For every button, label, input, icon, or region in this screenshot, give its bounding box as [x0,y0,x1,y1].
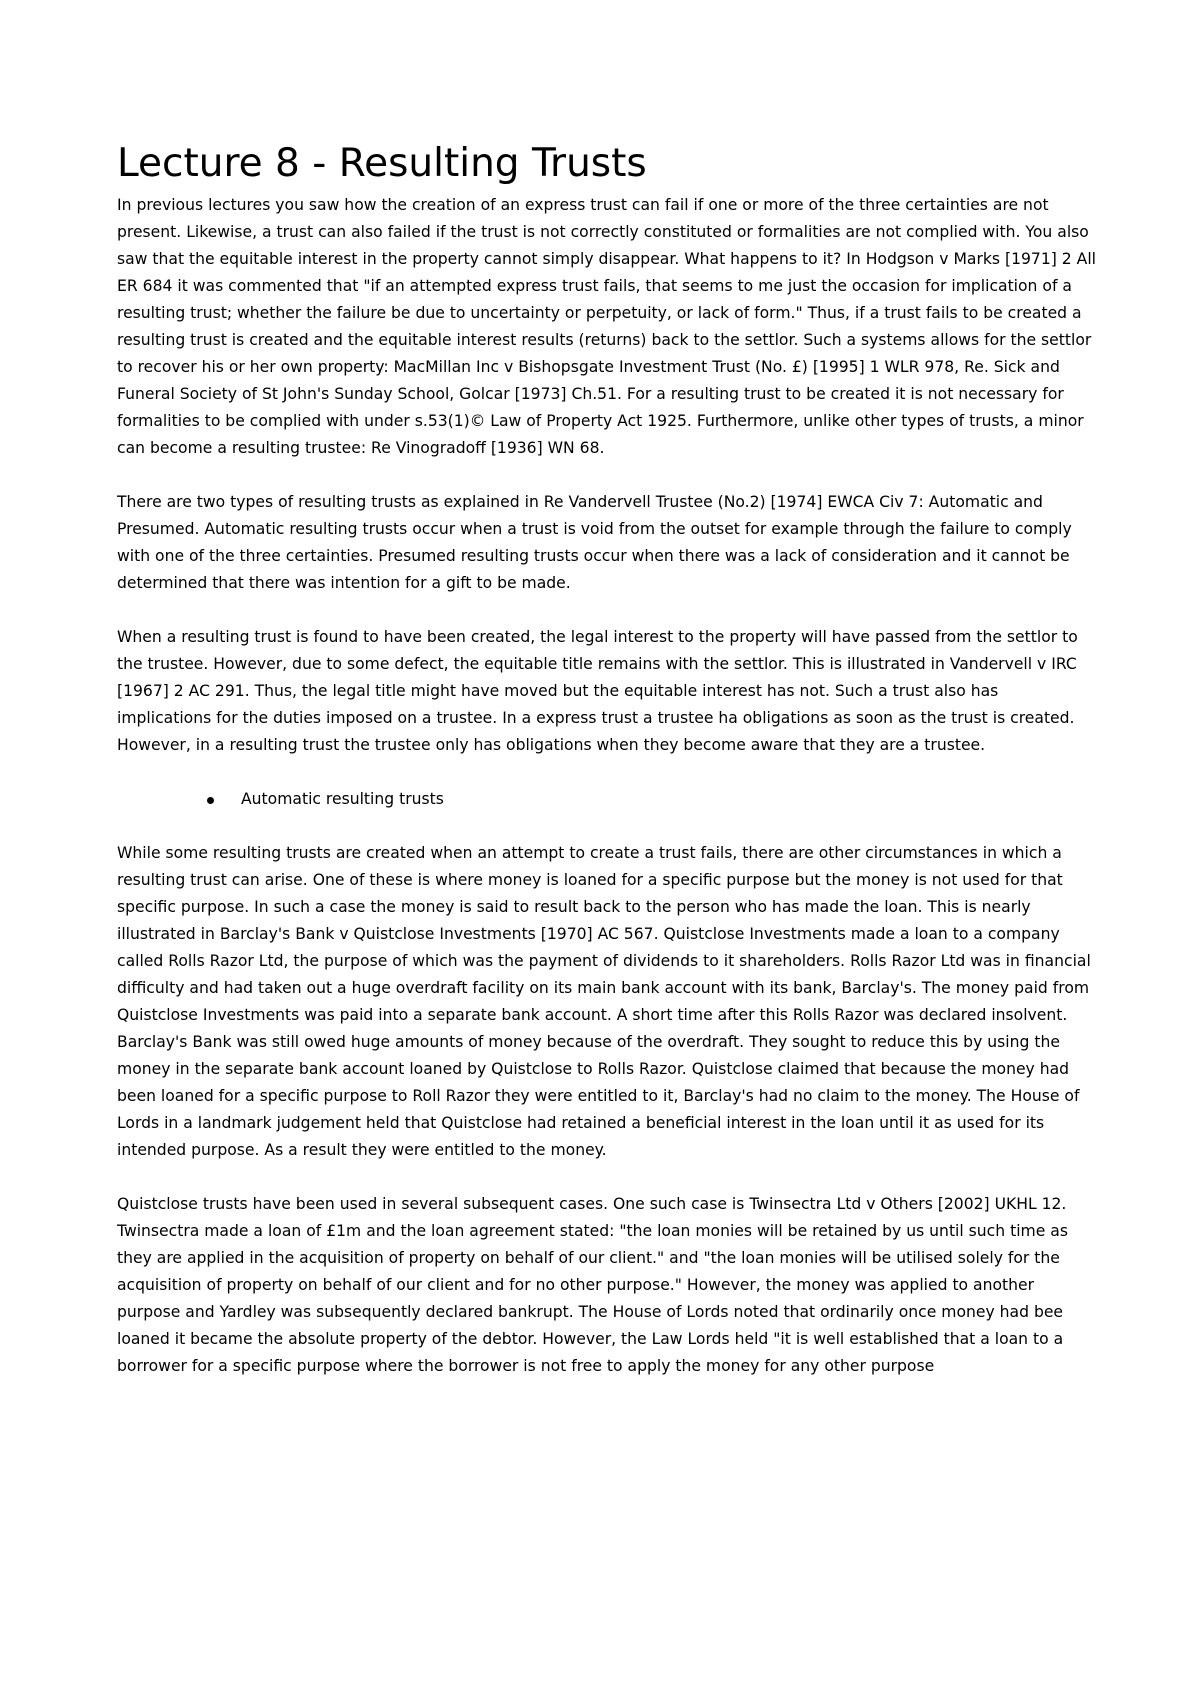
document-body [117,192,1097,1407]
page-title: Lecture 8 - Resulting Trusts [117,141,647,186]
paragraph-legal-interest: When a resulting trust is found to have been created, the legal interest to the property will have passed from the settlor to the trustee. However, due to some defect, the equitable title remains with the settlor. This is illustrated in Vandervell v IRC [1967] 2 AC 291. Thus, the legal title might have moved but the equitable interest has not. Such a trust also has implications for the duties imposed on a trustee. In a express trust a trustee ha obligations as soon as the trust is created. However, in a resulting trust the trustee only has obligations when they become aware that they are a trustee. [117,628,1078,754]
paragraph-types: There are two types of resulting trusts as explained in Re Vandervell Trustee (No.2) [1974] EWCA Civ 7: Automatic and Presumed. Automatic resulting trusts occur when a trust is void from the outset for example through the failure to comply with one of the three certainties. Presumed resulting trusts occur when there was a lack of consideration and it cannot be determined that there was intention for a gift to be made. [117,493,1072,592]
paragraph-quistclose: While some resulting trusts are created when an attempt to create a trust fails, there are other circumstances in which a resulting trust can arise. One of these is where money is loaned for a specific purpose but the money is not used for that specific purpose. In such a case the money is said to result back to the person who has made the loan. This is nearly illustrated in Barclay's Bank v Quistclose Investments [1970] AC 567. Quistclose Investments made a loan to a company called Rolls Razor Ltd, the purpose of which was the payment of dividends to it shareholders. Rolls Razor Ltd was in financial difficulty and had taken out a huge overdraft facility on its main bank account with its bank, Barclay's. The money paid from Quistclose Investments was paid into a separate bank account. A short time after this Rolls Razor was declared insolvent. Barclay's Bank was still owed huge amounts of money because of the overdraft. They sought to reduce this by using the money in the separate bank account loaned by Quistclose to Rolls Razor. Quistclose claimed that because the money had been loaned for a specific purpose to Roll Razor they were entitled to it, Barclay's had no claim to the money. The House of Lords in a landmark judgement held that Quistclose had retained a beneficial interest in the loan until it as used for its intended purpose. As a result they were entitled to the money. [117,844,1091,1159]
bullet-text: Automatic resulting trusts [241,790,444,808]
paragraph-intro: In previous lectures you saw how the creation of an express trust can fail if one or more of the three certainties are not present. Likewise, a trust can also failed if the trust is not correctly constituted or formalities are not complied with. You also saw that the equitable interest in the property cannot simply disappear. What happens to it? In Hodgson v Marks [1971] 2 All ER 684 it was commented that "if an attempted express trust fails, that seems to me just the occasion for implication of a resulting trust; whether the failure be due to uncertainty or perpetuity, or lack of form." Thus, if a trust fails to be created a resulting trust is created and the equitable interest results (returns) back to the settlor. Such a systems allows for the settlor to recover his or her own property: MacMillan Inc v Bishopsgate Investment Trust (No. £) [1995] 1 WLR 978, Re. Sick and Funeral Society of St John's Sunday School, Golcar [1973] Ch.51. For a resulting trust to be created it is not necessary for formalities to be complied with under s.53(1)© Law of Property Act 1925. Furthermore, unlike other types of trusts, a minor can become a resulting trustee: Re Vinogradoff [1936] WN 68. [117,196,1097,457]
bullet-icon [207,797,214,804]
paragraph-twinsectra: Quistclose trusts have been used in several subsequent cases. One such case is Twinsectra Ltd v Others [2002] UKHL 12. Twinsectra made a loan of £1m and the loan agreement stated: "the loan monies will be retained by us until such time as they are applied in the acquisition of property on behalf of our client." and "the loan monies will be utilised solely for the acquisition of property on behalf of our client and for no other purpose." However, the money was applied to another purpose and Yardley was subsequently declared bankrupt. The House of Lords noted that ordinarily once money had bee loaned it became the absolute property of the debtor. However, the Law Lords held "it is well established that a loan to a borrower for a specific purpose where the borrower is not free to apply the money for any other purpose [117,1195,1068,1375]
bullet-list-item [117,786,1097,813]
